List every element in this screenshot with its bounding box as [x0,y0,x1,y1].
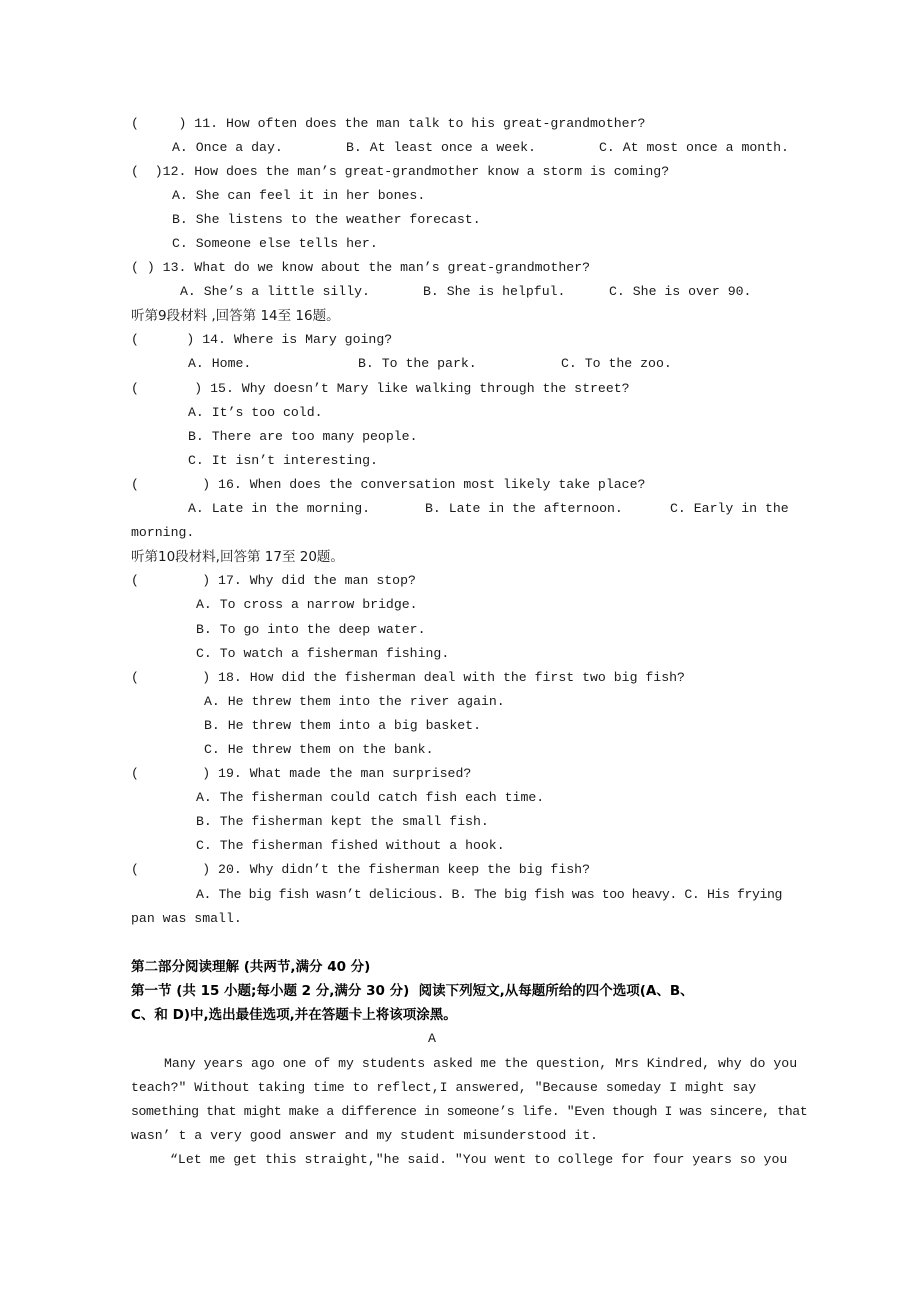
option-a: A. Home. [188,356,252,371]
option-a: A. It’s too cold. [188,405,323,420]
question-stem: ( ) 17. Why did the man stop? [131,573,416,588]
question-stem: ( )12. How does the man’s great-grandmother know a storm is coming? [131,164,670,179]
question-stem: ( ) 18. How did the fisherman deal with the first two big fish? [131,670,685,685]
option-a: A. She’s a little silly. [180,284,370,299]
option-c: C. To the zoo. [561,356,672,371]
option-c: C. Early in the [670,501,789,516]
passage-line: teach?" Without taking time to reflect,I answered, "Because someday I might say [131,1080,757,1095]
question-stem: ( ) 19. What made the man surprised? [131,766,472,781]
option-c: C. He threw them on the bank. [204,742,434,757]
question-stem: ( ) 16. When does the conversation most likely take place? [131,477,646,492]
option-a: A. The fisherman could catch fish each time. [196,790,545,805]
options-line-continued: pan was small. [131,911,242,926]
option-c: C. Someone else tells her. [172,236,378,251]
option-b: B. The fisherman kept the small fish. [196,814,489,829]
option-b: B. To go into the deep water. [196,622,426,637]
option-c: C. It isn’t interesting. [188,453,378,468]
question-stem: ( ) 13. What do we know about the man’s great-grandmother? [131,260,590,275]
option-a: A. To cross a narrow bridge. [196,597,418,612]
part-heading: 第二部分阅读理解 (共两节,满分 40 分) [131,959,371,975]
option-b: B. He threw them into a big basket. [204,718,481,733]
question-stem: ( ) 20. Why didn’t the fisherman keep the big fish? [131,862,590,877]
option-a: A. He threw them into the river again. [204,694,505,709]
question-stem: ( ) 14. Where is Mary going? [131,332,393,347]
option-c-continued: morning. [131,525,195,540]
passage-line: “Let me get this straight,"he said. "You went to college for four years so you [170,1152,788,1167]
options-line: A. The big fish wasn’t delicious. B. The big fish was too heavy. C. His frying [196,887,783,902]
option-b: B. She listens to the weather forecast. [172,212,481,227]
section-9-heading: 听第9段材料 ,回答第 14至 16题。 [131,308,340,324]
option-c: C. She is over 90. [609,284,752,299]
instructions-continued: C、和 D)中,选出最佳选项,并在答题卡上将该项涂黑。 [131,1007,457,1023]
option-a: A. Late in the morning. [188,501,371,516]
passage-line: Many years ago one of my students asked me the question, Mrs Kindred, why do you [164,1056,798,1071]
option-b: B. At least once a week. [346,140,536,155]
option-b: B. Late in the afternoon. [425,501,623,516]
option-c: C. The fisherman fished without a hook. [196,838,505,853]
option-b: B. She is helpful. [423,284,566,299]
option-b: B. To the park. [358,356,477,371]
passage-label: A [428,1031,436,1046]
instructions: 第一节 (共 15 小题;每小题 2 分,满分 30 分) 阅读下列短文,从每题所给的四个选项(A、B、 [131,983,694,999]
question-stem: ( ) 11. How often does the man talk to his great-grandmother? [131,116,646,131]
option-b: B. There are too many people. [188,429,418,444]
section-10-heading: 听第10段材料,回答第 17至 20题。 [131,549,344,565]
option-c: C. At most once a month. [599,140,789,155]
option-a: A. Once a day. [172,140,283,155]
option-c: C. To watch a fisherman fishing. [196,646,450,661]
option-a: A. She can feel it in her bones. [172,188,426,203]
passage-line: wasn’ t a very good answer and my student misunderstood it. [131,1128,598,1143]
question-stem: ( ) 15. Why doesn’t Mary like walking through the street? [131,381,630,396]
passage-line: something that might make a difference in someone’s life. "Even though I was sincere, that [131,1104,808,1119]
